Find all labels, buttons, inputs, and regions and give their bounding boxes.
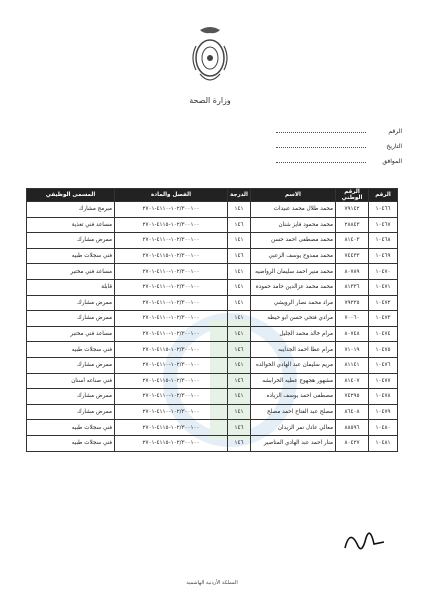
row-grade: ١٤٦ (228, 248, 251, 264)
col-grade: الدرجة (228, 189, 251, 202)
row-job-title: فني سجلات طبيه (27, 420, 115, 436)
table-row (27, 389, 398, 405)
row-grade: ١٤١ (228, 264, 251, 280)
row-name: محمد ممدوح يوسف الزعبي (251, 248, 336, 264)
row-name: منار احمد عبد الهادي المناصير (251, 435, 336, 451)
row-grade: ١٤١ (228, 357, 251, 373)
row-code: ١٠٢/٣٠٠١٠٠-٤١١٠-٢٧٠١ (115, 357, 228, 373)
row-name: محمد طلال محمد عبيدات (251, 202, 336, 218)
row-national-id: ٨٨٥٩٦ (336, 420, 369, 436)
row-name: معالي عادل نمر الزيدان (251, 420, 336, 436)
table-row (27, 279, 398, 295)
table-row (27, 202, 398, 218)
row-code: ١٠٢/٣٠٠١٠٠-٤١١٥-٢٧٠١ (115, 248, 228, 264)
row-code: ١٠٢/٣٠٠١٠٠-٤١١٠-٢٧٠١ (115, 264, 228, 280)
row-job-title: مبرمج مشارك (27, 202, 115, 218)
meta-label: الموافق (382, 158, 402, 165)
coat-of-arms-icon (186, 24, 234, 88)
row-job-title: فني سجلات طبيه (27, 342, 115, 358)
table-row (27, 233, 398, 249)
row-job-title: ممرض مشارك (27, 404, 115, 420)
row-number: ١٠٤٧٧ (369, 373, 398, 389)
row-grade: ١٤١ (228, 233, 251, 249)
row-job-title: ممرض مشارك (27, 233, 115, 249)
table-row (27, 342, 398, 358)
footer-text: المملكة الأردنية الهاشمية (186, 580, 238, 586)
row-name: مرام خالد محمد الجليل (251, 326, 336, 342)
row-code: ١٠٢/٣٠٠١٠٠-٤١١٠-٢٧٠١ (115, 202, 228, 218)
row-grade: ١٤٦ (228, 420, 251, 436)
row-code: ١٠٢/٣٠٠١٠٠-٤١١٥-٢٧٠١ (115, 217, 228, 233)
row-number: ١٠٤٧٩ (369, 404, 398, 420)
row-number: ١٠٤٨١ (369, 435, 398, 451)
row-national-id: ٨١٤٠٣ (336, 233, 369, 249)
row-grade: ١٤٦ (228, 435, 251, 451)
table-row (27, 326, 398, 342)
row-job-title: ممرض مشارك (27, 389, 115, 405)
row-national-id: ٧٩١٤٢ (336, 202, 369, 218)
meta-row-corresponding (272, 158, 402, 165)
row-code: ١٠٢/٣٠٠١٠٠-٤١١٥-٢٧٠١ (115, 420, 228, 436)
table-row (27, 264, 398, 280)
table-row (27, 217, 398, 233)
ministry-name: وزارة الصحة (189, 96, 231, 105)
table-row (27, 404, 398, 420)
row-national-id: ٧٤٤٣٣ (336, 248, 369, 264)
row-grade: ١٤١ (228, 279, 251, 295)
row-number: ١٠٤٦٧ (369, 217, 398, 233)
row-national-id: ٨١٣٣٦ (336, 279, 369, 295)
col-national-id: الرقم الوطني (336, 189, 369, 202)
table-header-row (27, 189, 398, 202)
meta-line (276, 132, 366, 133)
row-number: ١٠٤٧١ (369, 279, 398, 295)
row-national-id: ٢٨٨٤٣ (336, 217, 369, 233)
row-national-id: ٧١٠١٩ (336, 342, 369, 358)
row-code: ١٠٢/٣٠٠١٠٠-٤١١٠-٢٧٠١ (115, 404, 228, 420)
meta-row-date (272, 143, 402, 150)
row-job-title: ممرض مشارك (27, 357, 115, 373)
row-name: مرام عطا احمد الجدايبه (251, 342, 336, 358)
row-number: ١٠٤٧٤ (369, 326, 398, 342)
row-national-id: ٨١٤٠٧ (336, 373, 369, 389)
row-name: مريم سليمان عبد الهادي الخوالده (251, 357, 336, 373)
table-row (27, 373, 398, 389)
col-name: الاسم (251, 189, 336, 202)
row-job-title: مساعد فني تغذية (27, 217, 115, 233)
table-row (27, 295, 398, 311)
row-job-title: مساعد فني مختبر (27, 326, 115, 342)
row-code: ١٠٢/٣٠٠١٠٠-٤١١٠-٢٧٠١ (115, 311, 228, 327)
row-grade: ١٤١ (228, 202, 251, 218)
col-job-title: المسمى الوظيفي (27, 189, 115, 202)
row-name: محمد منير احمد سليمان الرواضيه (251, 264, 336, 280)
row-grade: ١٤١ (228, 404, 251, 420)
meta-row-number (272, 128, 402, 135)
row-number: ١٠٤٧٠ (369, 264, 398, 280)
table-row (27, 420, 398, 436)
meta-label: الرقم (388, 128, 402, 135)
table-row (27, 435, 398, 451)
row-number: ١٠٤٧٥ (369, 342, 398, 358)
row-name: مصطفى احمد يوسف الزياده (251, 389, 336, 405)
row-grade: ١٤١ (228, 326, 251, 342)
row-name: مشهور هجهوج عطيه الخرابشه (251, 373, 336, 389)
row-number: ١٠٤٧٢ (369, 295, 398, 311)
row-national-id: ٧٠٠٦٠ (336, 311, 369, 327)
employee-table (26, 188, 398, 452)
row-name: مصلح عبد الفتاح احمد مصلح (251, 404, 336, 420)
row-name: محمد مصطفى احمد حسن (251, 233, 336, 249)
row-national-id: ٨٦٤٠٨ (336, 404, 369, 420)
row-code: ١٠٢/٣٠٠١٠٠-٤١١٥-٢٧٠١ (115, 373, 228, 389)
row-name: محمد محمد عزالدين حامد حمودة (251, 279, 336, 295)
table-row (27, 357, 398, 373)
row-code: ١٠٢/٣٠٠١٠٠-٤١١٠-٢٧٠١ (115, 389, 228, 405)
col-number: الرقم (369, 189, 398, 202)
row-code: ١٠٢/٣٠٠١٠٠-٤١١٥-٢٧٠١ (115, 435, 228, 451)
row-grade: ١٤١ (228, 311, 251, 327)
row-grade: ١٤٦ (228, 373, 251, 389)
row-job-title: فني صناعه اسنان (27, 373, 115, 389)
row-job-title: مساعد فني مختبر (27, 264, 115, 280)
row-name: مرادي فتحي حسن ابو حيطه (251, 311, 336, 327)
row-national-id: ٧٩٢٢٥ (336, 295, 369, 311)
row-national-id: ٨٠٤٢٧ (336, 435, 369, 451)
meta-line (276, 147, 366, 148)
row-grade: ١٤١ (228, 295, 251, 311)
row-grade: ١٤٦ (228, 217, 251, 233)
meta-line (276, 162, 366, 163)
row-number: ١٠٤٦٦ (369, 202, 398, 218)
row-code: ١٠٢/٣٠٠١٠٠-٤١١٠-٢٧٠١ (115, 326, 228, 342)
signature-icon (340, 518, 390, 558)
row-number: ١٠٤٦٩ (369, 248, 398, 264)
row-code: ١٠٢/٣٠٠١٠٠-٤١١٠-٢٧٠١ (115, 279, 228, 295)
row-job-title: ممرض مشارك (27, 295, 115, 311)
row-name: مراد محمد نصار الرويشي (251, 295, 336, 311)
row-national-id: ٨١١٤١ (336, 357, 369, 373)
row-number: ١٠٤٨٠ (369, 420, 398, 436)
row-national-id: ٨٠٧٨٩ (336, 264, 369, 280)
row-code: ١٠٢/٣٠٠١٠٠-٤١١٥-٢٧٠١ (115, 342, 228, 358)
row-code: ١٠٢/٣٠٠١٠٠-٤١١٠-٢٧٠١ (115, 233, 228, 249)
row-code: ١٠٢/٣٠٠١٠٠-٤١١٠-٢٧٠١ (115, 295, 228, 311)
row-job-title: فني سجلات طبيه (27, 435, 115, 451)
meta-label: التاريخ (386, 143, 402, 150)
row-grade: ١٤٦ (228, 342, 251, 358)
row-job-title: ممرض مشارك (27, 311, 115, 327)
row-number: ١٠٤٦٨ (369, 233, 398, 249)
row-grade: ١٤١ (228, 389, 251, 405)
row-national-id: ٨٠٧٤٨ (336, 326, 369, 342)
row-job-title: فني سجلات طبيه (27, 248, 115, 264)
row-national-id: ٧٤٢٩٥ (336, 389, 369, 405)
table-row (27, 311, 398, 327)
row-job-title: قابلة (27, 279, 115, 295)
row-number: ١٠٤٧٣ (369, 311, 398, 327)
col-code: الفصل والمادة (115, 189, 228, 202)
row-number: ١٠٤٧٦ (369, 357, 398, 373)
table-row (27, 248, 398, 264)
row-name: محمد محمود فايز شنان (251, 217, 336, 233)
row-number: ١٠٤٧٨ (369, 389, 398, 405)
